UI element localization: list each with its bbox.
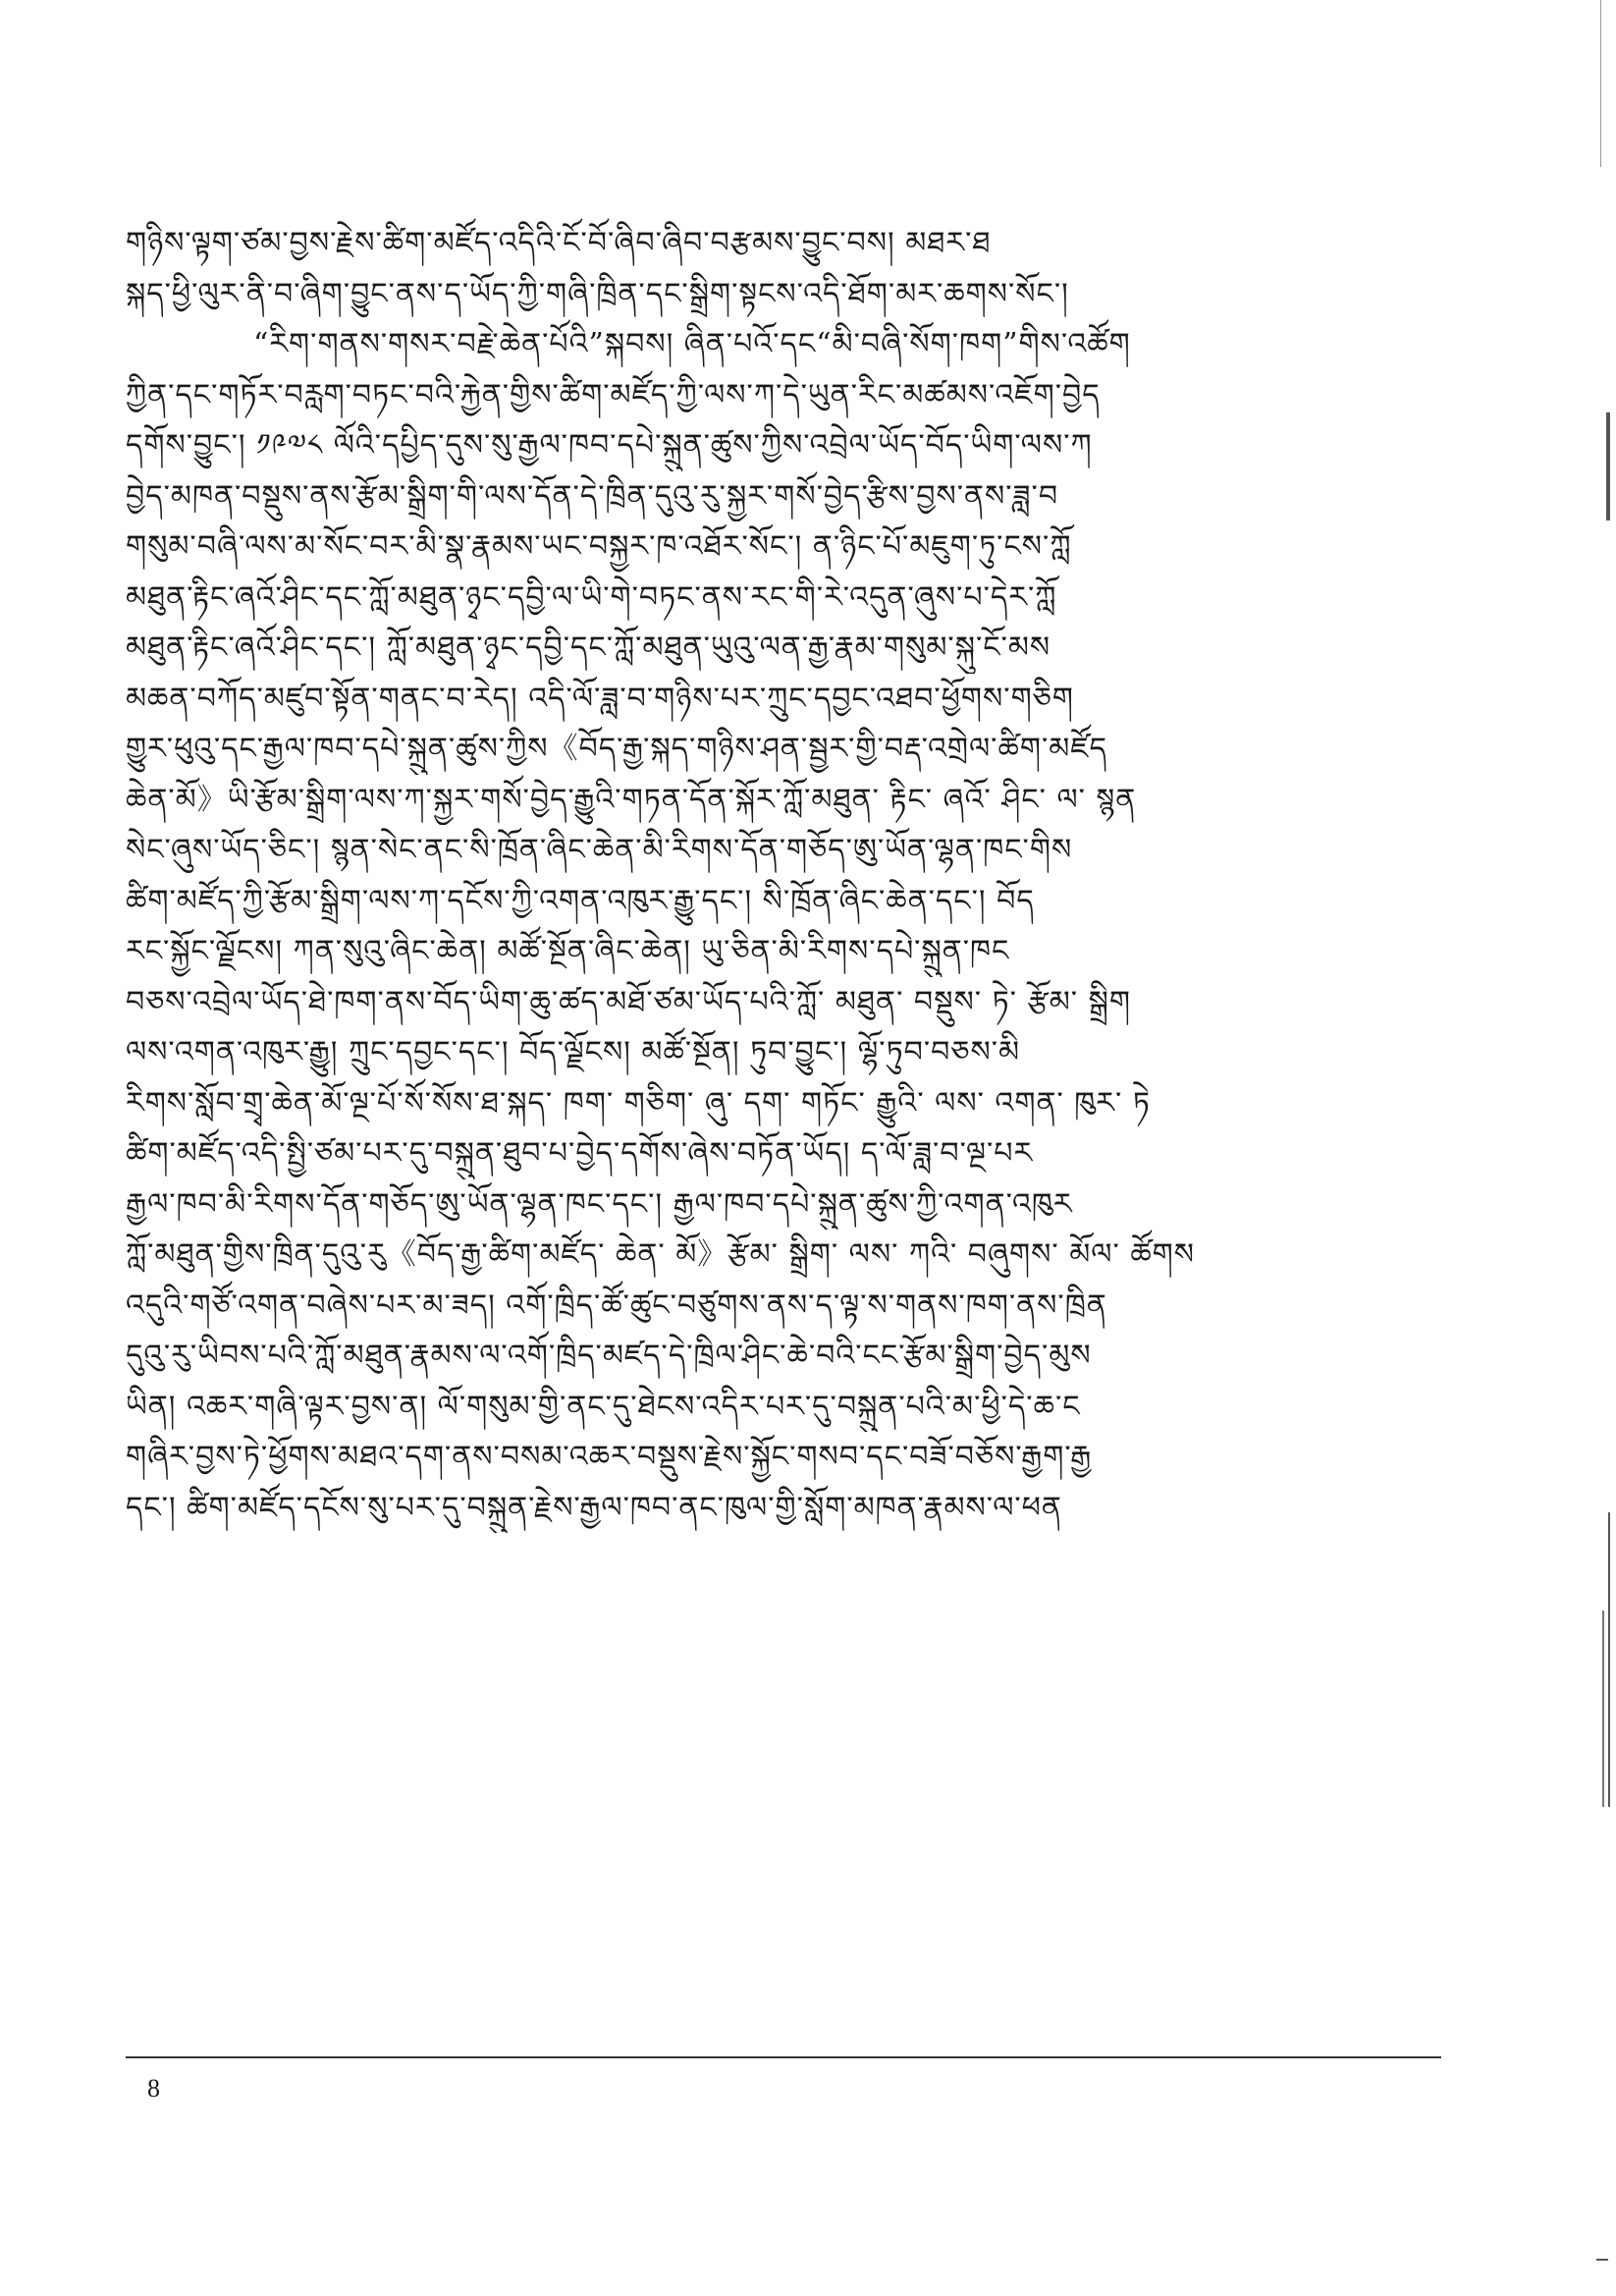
text-line: སྐད་ཕྱི་ལུར་ནི་བ་ཞིག་བྱུང་ནས་ད་ཡོད་ཀྱི་གཞི་ཁྲིན་དང་སྒྲིག་སྟངས་འདི་ཐོག་མར་ཆགས་སོང་། xyxy=(126,276,1069,311)
text-line: ཆེན་མོ》ཡི་རྩོམ་སྒྲིག་ལས་ཀ་སྐྱར་གསོ་བྱེད་རྒྱུའི་གཏན་དོན་སྐོར་ཀློ་མཐུན་ རྟིང་ ཞའོ་ ཤིང་ ལ་ སྙན xyxy=(126,782,1137,817)
text-line: མཐུན་རྟིང་ཞའོ་ཤིང་དང་ཀློ་མཐུན་ཉྭང་དབྱི་ལ་ཡི་གེ་བཏང་ནས་རང་གི་རེ་འདུན་ཞུས་པ་དེར་ཀློ xyxy=(126,579,1057,615)
text-line: རིགས་སློབ་གྲྭ་ཆེན་མོ་ལྔ་པོ་སོ་སོས་ཐ་སྐད་ ཁག་ གཅིག་ ཞུ་ དག་ གཏོང་ རྒྱུའི་ ལས་ འགན་ ཁུར་ ཏེ xyxy=(126,1085,1151,1121)
text-line: དུའུ་རུ་ཡིབས་པའི་ཀློ་མཐུན་རྣམས་ལ་འགོ་ཁྲིད་མཛད་དེ་ཁྲིལ་ཤིང་ཆེ་བའི་ངང་རྩོམ་སྒྲིག་བྱེད་མུས xyxy=(126,1339,1092,1373)
text-line: བྱེད་མཁན་བསྡུས་ནས་རྩོམ་སྒྲིག་གི་ལས་དོན་དེ་ཁྲིན་དུའུ་རུ་སྐྱར་གསོ་བྱེད་རྩིས་བྱས་ནས་ཟླ་བ xyxy=(126,478,1059,514)
text-line: ཚིག་མཛོད་འདི་སྤྱི་ཙམ་པར་དུ་བསྐྲུན་ཐུབ་པ་བྱེད་དགོས་ཞེས་བཏོན་ཡོད། ད་ལོ་ཟླ་བ་ལྔ་པར xyxy=(126,1136,1034,1171)
scan-artifact xyxy=(1596,2259,1608,2261)
page-number: 8 xyxy=(147,2074,160,2103)
text-line: ཀྱིན་དང་གཏོར་བརླག་བཏང་བའི་རྐྱེན་གྱིས་ཚིག་མཛོད་ཀྱི་ལས་ཀ་དེ་ཡུན་རིང་མཚམས་འཇོག་བྱེད xyxy=(126,377,1101,412)
text-line: གཉིས་ལྟག་ཙམ་བྱས་རྗེས་ཚིག་མཛོད་འདིའི་ངོ་བོ་ཞིབ་ཞིབ་བརྩམས་བྱུང་བས། མཐར་ཐ xyxy=(126,226,992,260)
text-line: མཐུན་རྟིང་ཞའོ་ཤིང་དང་། ཀློ་མཐུན་ཉྭང་དབྱི་དང་ཀློ་མཐུན་ཡུའུ་ལན་རྒྱ་རྣམ་གསུམ་སྐུ་ངོ་མས xyxy=(126,630,1051,665)
text-line: ལས་འགན་འཁུར་རྒྱུ། ཀྲུང་དབྱང་དང་། བོད་ལྗོངས། མཚོ་སྔོན། ཏུབ་བྱུང་། ལྷོ་ཏུབ་བཅས་མི xyxy=(126,1035,1021,1069)
text-line: དགོས་བྱུང་། ༡༩༧༨ ལོའི་དཔྱིད་དུས་སུ་རྒྱལ་ཁབ་དཔེ་སྐྲུན་ཚུས་ཀྱིས་འབྲེལ་ཡོད་བོད་ཡིག་ལས་ཀ xyxy=(126,428,1093,463)
scan-artifact xyxy=(1600,0,1601,167)
text-line: “རིག་གནས་གསར་བརྗེ་ཆེན་པོའི”སྐབས། ཞིན་པའོ་དང“མི་བཞི་སོག་ཁག”གིས་འཚོག xyxy=(253,327,1131,361)
scan-artifact xyxy=(1606,412,1610,520)
scan-artifact xyxy=(1602,1611,1604,1807)
text-line: ཚིག་མཛོད་ཀྱི་རྩོམ་སྒྲིག་ལས་ཀ་དངོས་ཀྱི་འགན་འཁུར་རྒྱུ་དང་། སི་ཁྲོན་ཞིང་ཆེན་དང་། བོད xyxy=(126,883,1035,918)
text-line: གཞིར་བྱས་ཏེ་ཕྱོགས་མཐའ་དག་ནས་བསམ་འཆར་བསྡུས་རྗེས་སྐྱོང་གསབ་དང་བཟོ་བཅོས་རྒྱག་རྒྱ xyxy=(126,1440,1093,1474)
text-line: མཆན་བཀོད་མཛུབ་སྟོན་གནང་བ་རེད། འདི་ལོ་ཟླ་བ་གཉིས་པར་ཀྲུང་དབྱང་འཐབ་ཕྱོགས་གཅིག xyxy=(126,681,1074,716)
body-text xyxy=(126,218,1441,1533)
scan-artifact xyxy=(1608,1512,1610,1807)
text-line: ཀློ་མཐུན་གྱིས་ཁྲིན་དུའུ་རུ《བོད་རྒྱ་ཚིག་མཛོད་ ཆེན་ མོ》རྩོམ་ སྒྲིག་ ལས་ ཀའི་ བཞུགས་ མོལ་ ཚོགས xyxy=(126,1237,1196,1272)
text-line: ཡིན། འཆར་གཞི་ལྟར་བྱས་ན། ལོ་གསུམ་གྱི་ནང་དུ་ཐེངས་འདིར་པར་དུ་བསྐྲུན་པའི་མ་ཕྱི་དེ་ཆ་ང xyxy=(126,1389,1081,1424)
text-line: རང་སྐྱོང་ལྗོངས། ཀན་སུའུ་ཞིང་ཆེན། མཚོ་སྔོན་ཞིང་ཆེན། ཡུ་ཅིན་མི་རིགས་དཔེ་སྐྲུན་ཁང xyxy=(126,934,1010,968)
text-line: བཅས་འབྲེལ་ཡོད་ཐེ་ཁག་ནས་བོད་ཡིག་ཆུ་ཚད་མཐོ་ཙམ་ཡོད་པའི་ཀློ་ མཐུན་ བསྡུས་ ཏེ་ རྩོམ་ སྒྲིག xyxy=(126,984,1132,1019)
text-line: དང་། ཚིག་མཛོད་དངོས་སུ་པར་དུ་བསྐྲུན་རྗེས་རྒྱལ་ཁབ་ནང་ཁུལ་གྱི་སློག་མཁན་རྣམས་ལ་ཕན xyxy=(126,1490,1062,1525)
text-line: གྱུར་ཕུའུ་དང་རྒྱལ་ཁབ་དཔེ་སྐྲུན་ཚུས་ཀྱིས《བོད་རྒྱ་སྐད་གཉིས་ཤན་སྦྱར་གྱི་བརྡ་འགྲེལ་ཚིག་མཛོད xyxy=(126,732,1107,766)
text-line: རྒྱལ་ཁབ་མི་རིགས་དོན་གཅོད་ཨུ་ཡོན་ལྷན་ཁང་དང་། རྒྱལ་ཁབ་དཔེ་སྐྲུན་ཚུས་ཀྱི་འགན་འཁུར xyxy=(126,1186,1073,1222)
text-line: འདུའི་གཙོ་འགན་བཞེས་པར་མ་ཟད། འགོ་ཁྲིད་ཚོ་ཚུང་བཙུགས་ནས་ད་ལྟ་ས་གནས་ཁག་ནས་ཁྲིན xyxy=(126,1287,1107,1323)
footer-rule xyxy=(126,2056,1441,2058)
text-line: སེང་ཞུས་ཡོད་ཅིང་། སྙན་སེང་ནང་སི་ཁྲོན་ཞིང་ཆེན་མི་རིགས་དོན་གཅོད་ཨུ་ཡོན་ལྷན་ཁང་གིས xyxy=(126,833,1073,867)
text-line: གསུམ་བཞི་ལས་མ་སོང་བར་མི་སྣ་རྣམས་ཡང་བསྐྱར་ཁ་འཐོར་སོང་། ན་ཉིང་པོ་མཇུག་ཏུ་ངས་ཀློ xyxy=(126,529,1072,564)
